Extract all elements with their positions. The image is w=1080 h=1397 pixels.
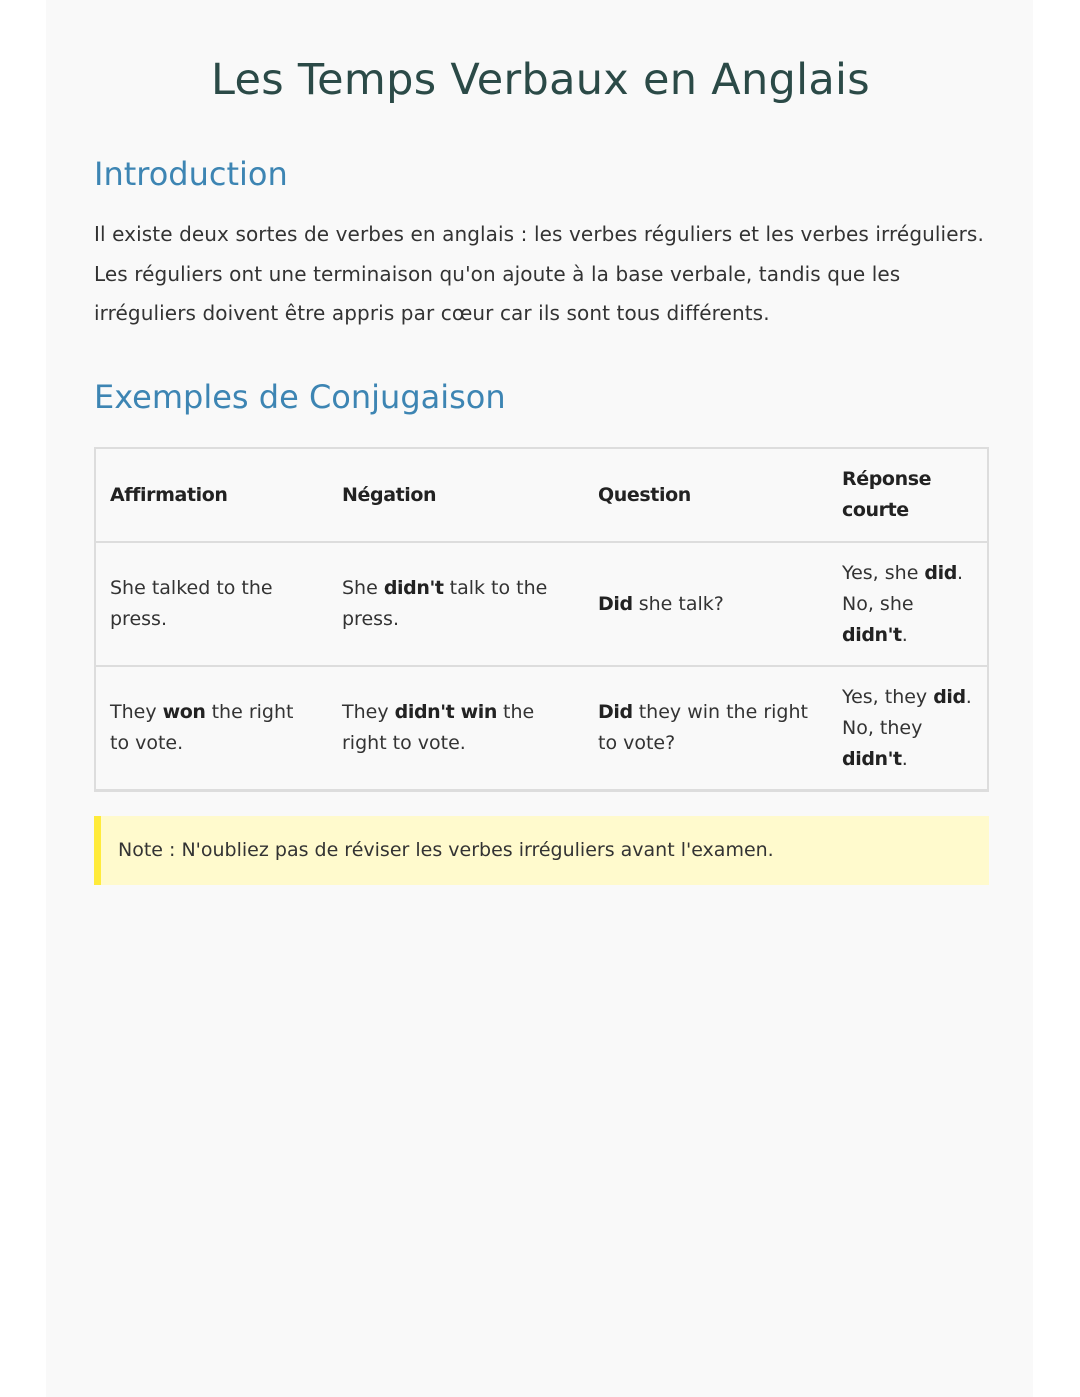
cell-text: She talked to the press.	[110, 577, 273, 630]
emphasized-text: didn't	[383, 577, 444, 599]
column-header-short-answer: Réponse courte	[842, 468, 932, 521]
introduction-paragraph: Il existe deux sortes de verbes en anglais : les verbes réguliers et les verbes irréguliers. Les réguliers ont une terminaison qu'on ajoute à la base verbale, tandis que les irréguliers doivent être appris par cœur car ils sont tous différents.	[94, 222, 984, 325]
negation-cell	[328, 542, 584, 666]
examples-heading: Exemples de Conjugaison	[94, 378, 506, 416]
cell-text: . No, they	[842, 685, 972, 739]
emphasized-text: won	[162, 701, 206, 723]
negation-cell	[328, 666, 584, 791]
cell-text: they win the right to vote?	[598, 701, 808, 754]
question-cell	[584, 666, 828, 791]
column-header-question: Question	[598, 483, 691, 506]
cell-text: She	[342, 577, 384, 599]
short-answer-cell	[828, 542, 988, 666]
column-header-affirmation: Affirmation	[110, 483, 228, 506]
cell-text: . No, she	[842, 561, 963, 615]
introduction-heading: Introduction	[94, 155, 288, 193]
table-header-row	[95, 448, 988, 542]
cell-text: .	[901, 623, 908, 646]
document-page	[46, 0, 1033, 1397]
affirmation-cell	[95, 542, 328, 666]
cell-text: she talk?	[632, 592, 724, 615]
cell-text: the right to vote.	[110, 701, 294, 754]
cell-text: They	[342, 701, 395, 723]
cell-text: the right to vote.	[342, 701, 535, 754]
emphasized-text: did	[933, 685, 966, 708]
table-row	[95, 542, 988, 666]
emphasized-text: Did	[598, 701, 633, 723]
cell-text: .	[901, 747, 908, 770]
cell-text: talk to the press.	[342, 577, 548, 630]
emphasized-text: didn't	[842, 747, 902, 770]
table-row	[95, 666, 988, 791]
cell-text: They	[110, 701, 163, 723]
short-answer-cell	[828, 666, 988, 791]
page-title: Les Temps Verbaux en Anglais	[210, 55, 870, 105]
affirmation-cell	[95, 666, 328, 791]
note-callout: Note : N'oubliez pas de réviser les verbes irréguliers avant l'examen.	[94, 816, 989, 885]
emphasized-text: Did	[598, 592, 633, 615]
emphasized-text: didn't win	[394, 701, 497, 723]
conjugation-table	[94, 447, 989, 792]
emphasized-text: did	[924, 561, 957, 584]
column-header-negation: Négation	[342, 483, 437, 506]
question-cell	[584, 542, 828, 666]
cell-text: Yes, they	[842, 685, 934, 708]
emphasized-text: didn't	[842, 623, 902, 646]
cell-text: Yes, she	[842, 561, 925, 584]
